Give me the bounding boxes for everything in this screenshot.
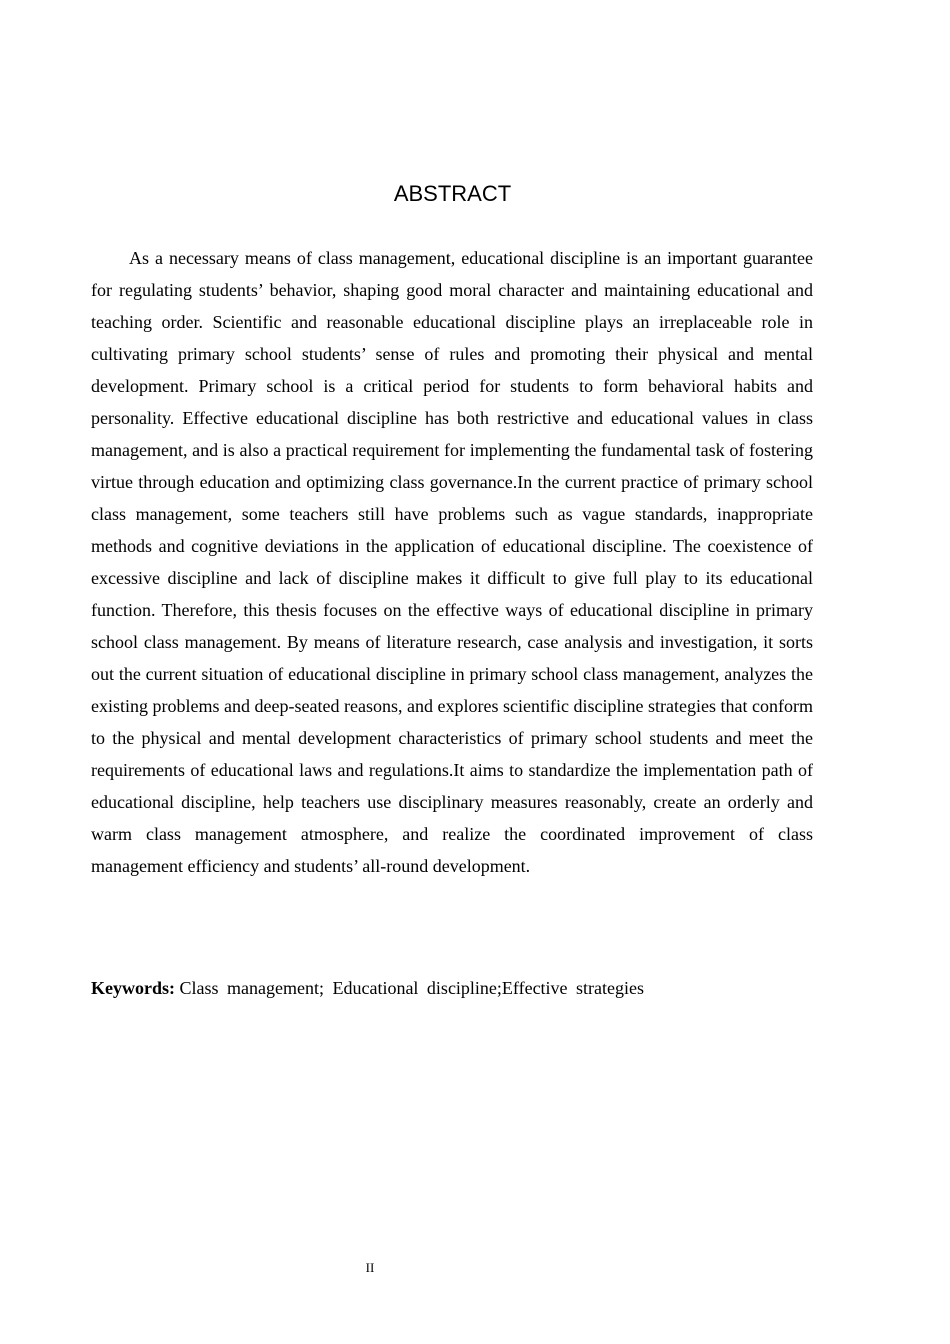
abstract-body: As a necessary means of class management, educational discipline is an important guarantee for regulating students’ behavior, shaping good moral character and maintaining educational and teaching order. Scientific and reasonable educational discipline plays an irreplaceable role in cultivating primary school students’ sense of rules and promoting their physical and mental development. Primary school is a critical period for students to form behavioral habits and personality. Effective educational discipline has both restrictive and educational values in class management, and is also a practical requirement for implementing the fundamental task of fostering virtue through education and optimizing class governance.In the current practice of primary school class management, some teachers still have problems such as vague standards, inappropriate methods and cognitive deviations in the application of educational discipline. The coexistence of excessive discipline and lack of discipline makes it difficult to give full play to its educational function. Therefore, this thesis focuses on the effective ways of educational discipline in primary school class management. By means of literature research, case analysis and investigation, it sorts out the current situation of educational discipline in primary school class management, analyzes the existing problems and deep-seated reasons, and explores scientific discipline strategies that conform to the physical and mental development characteristics of primary school students and meet the requirements of educational laws and regulations.It aims to standardize the implementation path of educational discipline, help teachers use disciplinary measures reasonably, create an orderly and warm class management atmosphere, and realize the coordinated improvement of class management efficiency and students’ all-round development.	[91, 248, 813, 876]
keywords-line	[91, 973, 813, 1003]
keywords-label: Keywords:	[91, 978, 175, 998]
abstract-title: ABSTRACT	[393, 181, 512, 206]
page-number: II	[365, 1260, 375, 1275]
keywords-text: Class management; Educational discipline;Effective strategies	[179, 978, 645, 998]
